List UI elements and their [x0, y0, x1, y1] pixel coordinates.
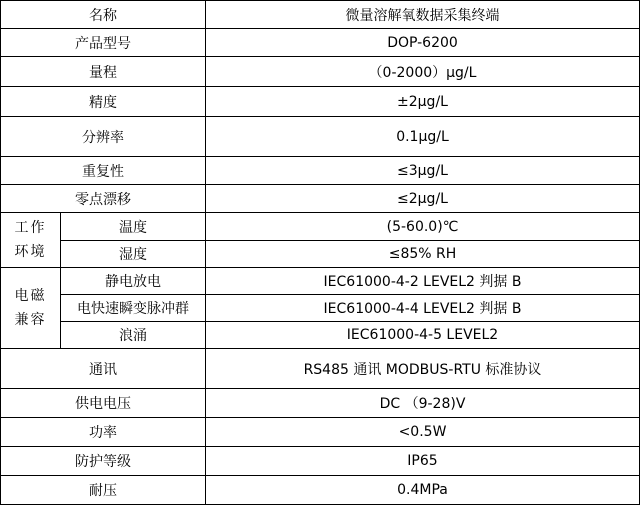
row-label: 供电电压 — [1, 389, 206, 418]
sub-row-label: 浪涌 — [61, 322, 206, 349]
table-row — [1, 241, 640, 268]
table-row — [1, 87, 640, 117]
table-row — [1, 447, 640, 476]
group-label-emc — [1, 268, 61, 349]
row-label: 防护等级 — [1, 447, 206, 476]
row-label: 分辨率 — [1, 117, 206, 157]
row-value: IP65 — [206, 447, 640, 476]
group-label-line: 环境 — [14, 244, 47, 260]
sub-row-label: 静电放电 — [61, 268, 206, 295]
row-value: DC （9-28)V — [206, 389, 640, 418]
row-value: IEC61000-4-4 LEVEL2 判据 B — [206, 295, 640, 322]
row-value: （0-2000）μg/L — [206, 57, 640, 87]
row-value: DOP-6200 — [206, 29, 640, 57]
table-row — [1, 389, 640, 418]
table-row — [1, 213, 640, 241]
row-label: 量程 — [1, 57, 206, 87]
group-label-environment — [1, 213, 61, 268]
row-value: 0.1μg/L — [206, 117, 640, 157]
row-label: 重复性 — [1, 157, 206, 185]
table-row — [1, 476, 640, 505]
row-label: 通讯 — [1, 349, 206, 389]
row-value: IEC61000-4-2 LEVEL2 判据 B — [206, 268, 640, 295]
table-row — [1, 157, 640, 185]
row-value: ≤2μg/L — [206, 185, 640, 213]
group-label-line: 工作 — [14, 220, 47, 236]
table-row — [1, 349, 640, 389]
row-value: 微量溶解氧数据采集终端 — [206, 1, 640, 29]
row-value: RS485 通讯 MODBUS-RTU 标准协议 — [206, 349, 640, 389]
row-label: 功率 — [1, 418, 206, 447]
sub-row-label: 温度 — [61, 213, 206, 241]
row-label: 零点漂移 — [1, 185, 206, 213]
row-label: 耐压 — [1, 476, 206, 505]
group-label-line: 兼容 — [14, 312, 47, 328]
table-row — [1, 185, 640, 213]
row-value: (5-60.0)℃ — [206, 213, 640, 241]
table-row — [1, 117, 640, 157]
row-value: ≤3μg/L — [206, 157, 640, 185]
group-label-line: 电磁 — [14, 288, 47, 304]
row-value: ±2μg/L — [206, 87, 640, 117]
table-row — [1, 57, 640, 87]
sub-row-label: 湿度 — [61, 241, 206, 268]
row-value: ≤85% RH — [206, 241, 640, 268]
row-value: 0.4MPa — [206, 476, 640, 505]
table-row — [1, 268, 640, 295]
table-row — [1, 1, 640, 29]
row-value: <0.5W — [206, 418, 640, 447]
sub-row-label: 电快速瞬变脉冲群 — [61, 295, 206, 322]
row-label: 名称 — [1, 1, 206, 29]
table-row — [1, 29, 640, 57]
row-value: IEC61000-4-5 LEVEL2 — [206, 322, 640, 349]
row-label: 精度 — [1, 87, 206, 117]
row-label: 产品型号 — [1, 29, 206, 57]
table-row — [1, 295, 640, 322]
table-row — [1, 418, 640, 447]
table-row — [1, 322, 640, 349]
